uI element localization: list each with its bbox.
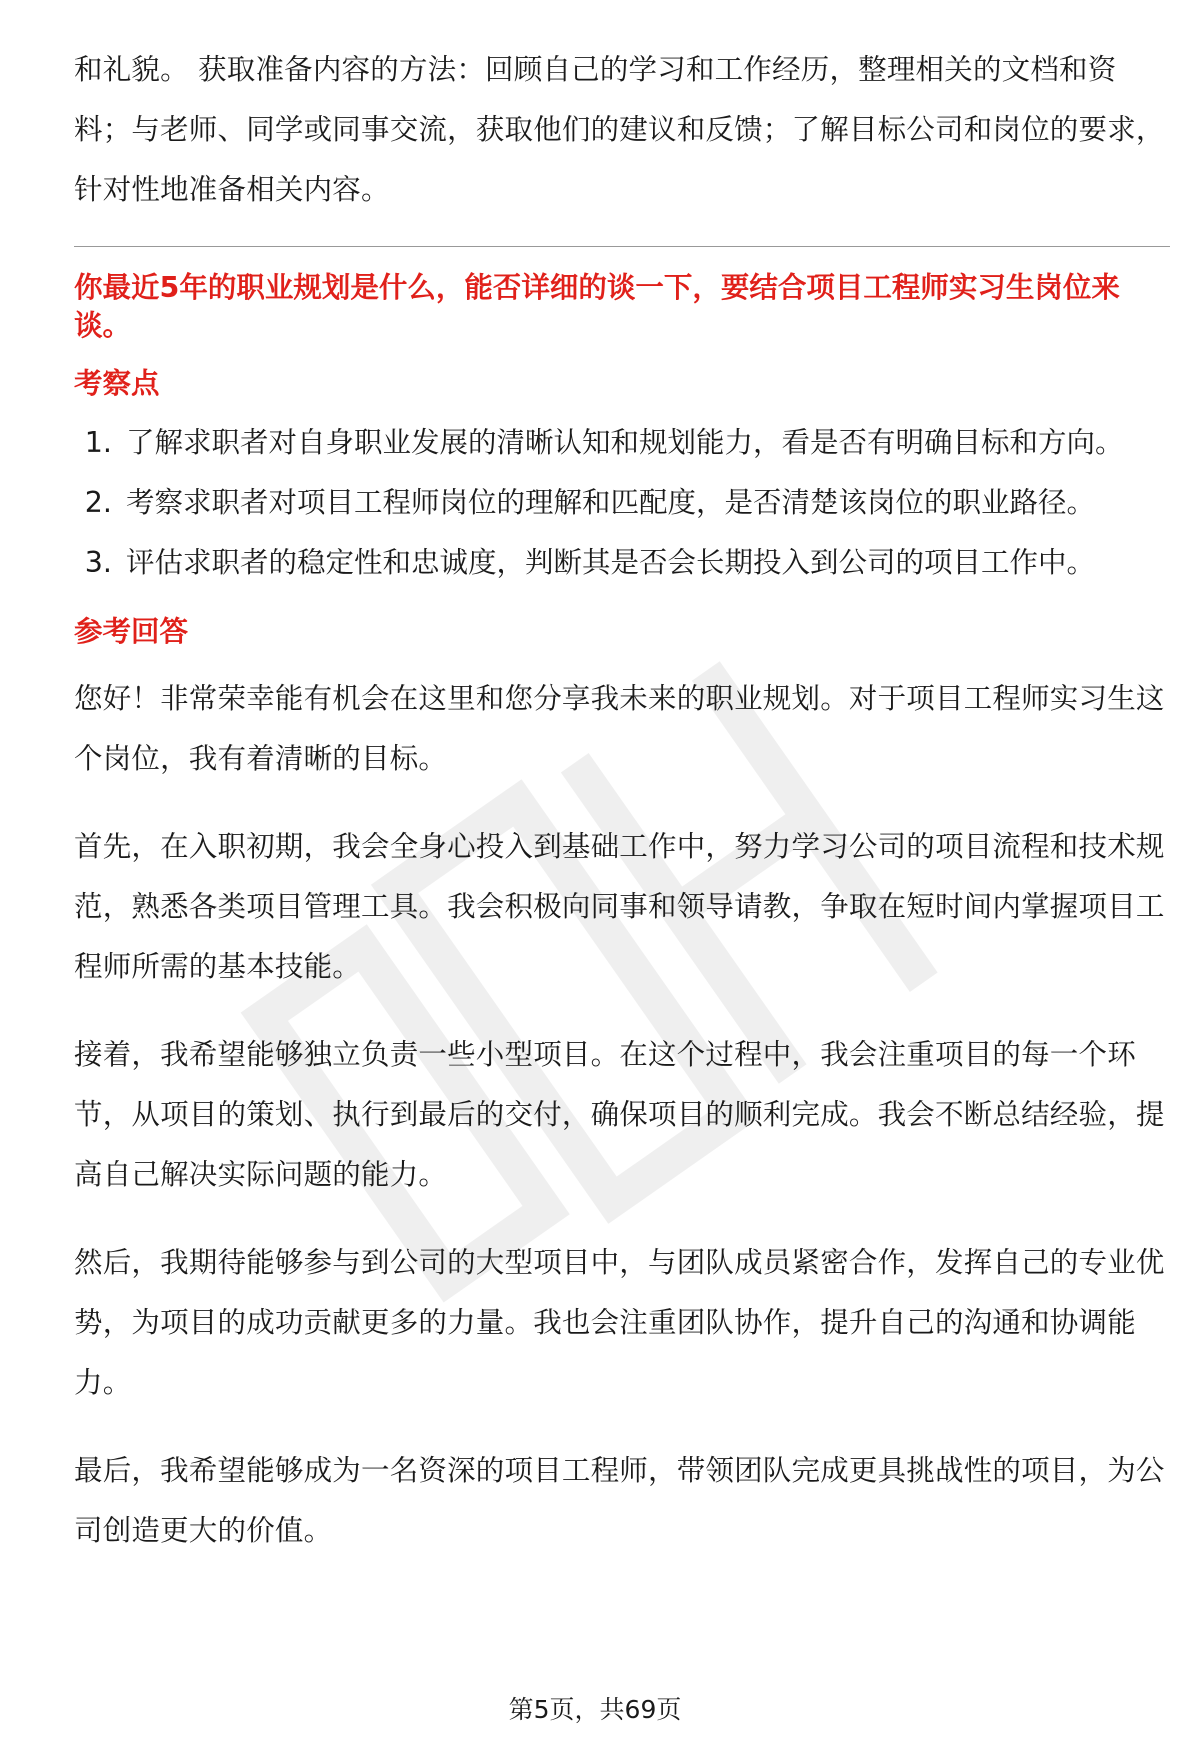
answer-paragraph: 接着，我希望能够独立负责一些小型项目。在这个过程中，我会注重项目的每一个环节，从项目的策划、执行到最后的交付，确保项目的顺利完成。我会不断总结经验，提高自己解决实际问题的能力。 [74, 1038, 1165, 1191]
intro-paragraph: 和礼貌。 获取准备内容的方法：回顾自己的学习和工作经历，整理相关的文档和资料；与老师、同学或同事交流，获取他们的建议和反馈；了解目标公司和岗位的要求，针对性地准备相关内容。 [74, 53, 1165, 206]
list-item [74, 533, 1170, 593]
answer-body [74, 669, 1170, 1561]
list-item-text: 了解求职者对自身职业发展的清晰认知和规划能力，看是否有明确目标和方向。 [126, 426, 1124, 459]
list-item-text: 评估求职者的稳定性和忠诚度，判断其是否会长期投入到公司的项目工作中。 [126, 546, 1096, 579]
interview-question: 你最近5年的职业规划是什么，能否详细的谈一下，要结合项目工程师实习生岗位来谈。 [74, 271, 1120, 342]
list-item-number: 3. [84, 546, 112, 579]
document-page [74, 40, 1170, 1561]
answer-paragraph: 您好！非常荣幸能有机会在这里和您分享我未来的职业规划。对于项目工程师实习生这个岗位，我有着清晰的目标。 [74, 682, 1165, 775]
answer-heading: 参考回答 [74, 615, 189, 648]
list-item [74, 413, 1170, 473]
list-item-number: 2. [84, 486, 112, 519]
page-footer: 第5页，共69页 [508, 1695, 682, 1724]
answer-paragraph: 然后，我期待能够参与到公司的大型项目中，与团队成员紧密合作，发挥自己的专业优势，为项目的成功贡献更多的力量。我也会注重团队协作，提升自己的沟通和协调能力。 [74, 1246, 1165, 1399]
list-item [74, 473, 1170, 533]
points-list [74, 413, 1170, 593]
points-heading: 考察点 [74, 367, 160, 400]
section-divider [74, 246, 1170, 247]
list-item-number: 1. [84, 426, 112, 459]
list-item-text: 考察求职者对项目工程师岗位的理解和匹配度，是否清楚该岗位的职业路径。 [126, 486, 1096, 519]
answer-paragraph: 首先，在入职初期，我会全身心投入到基础工作中，努力学习公司的项目流程和技术规范，熟悉各类项目管理工具。我会积极向同事和领导请教，争取在短时间内掌握项目工程师所需的基本技能。 [74, 830, 1165, 983]
answer-paragraph: 最后，我希望能够成为一名资深的项目工程师，带领团队完成更具挑战性的项目，为公司创造更大的价值。 [74, 1454, 1165, 1547]
